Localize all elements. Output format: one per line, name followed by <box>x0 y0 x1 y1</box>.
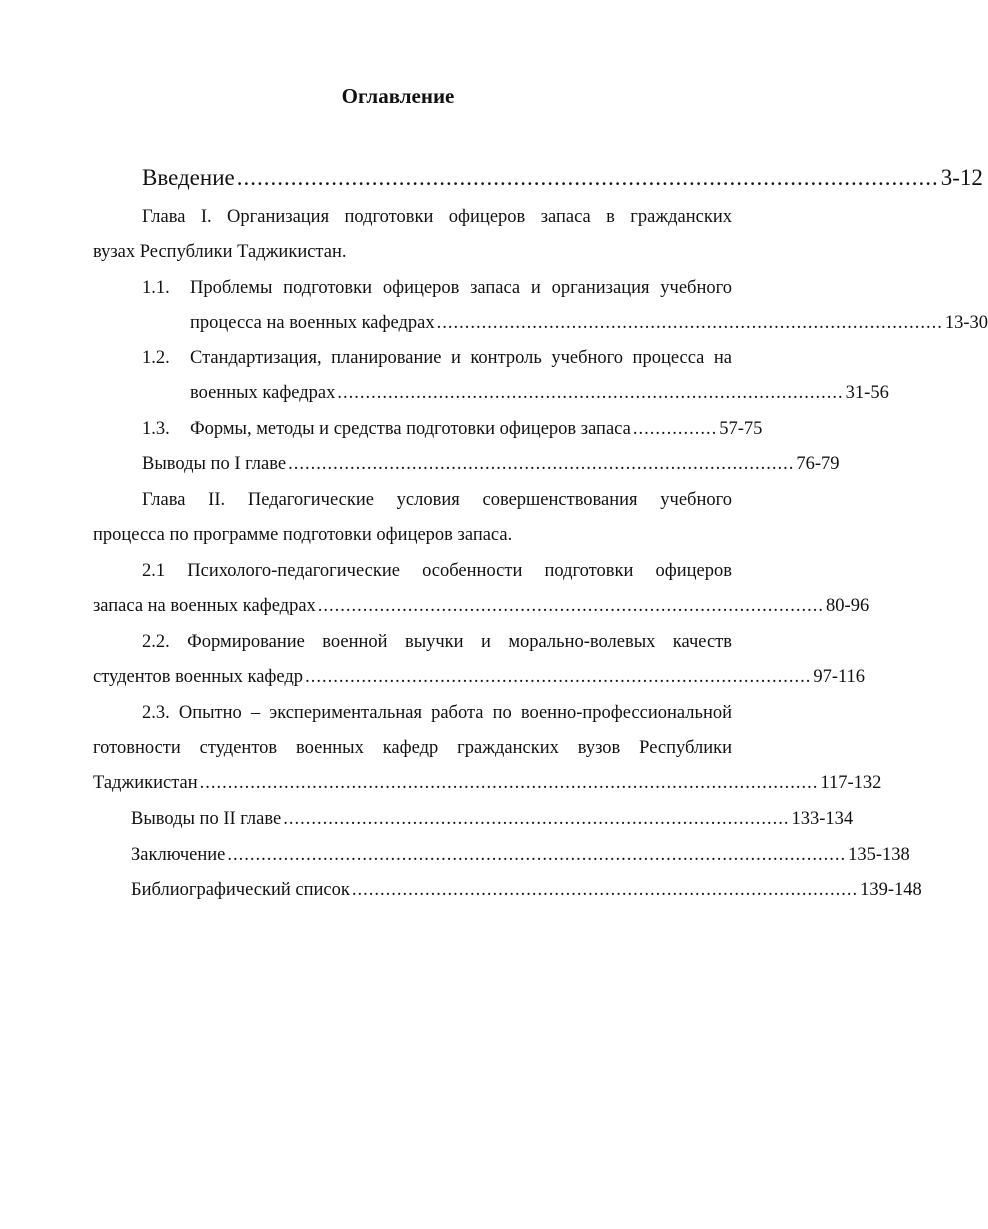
leader-dots: .......................................................................................... <box>317 596 825 616</box>
toc-label: военных кафедрах <box>190 383 336 403</box>
leader-dots: .......................................................................................... <box>288 454 795 474</box>
toc-label: Выводы по I главе <box>142 454 287 474</box>
toc-pages: 97-116 <box>813 667 866 687</box>
chapter2-heading-line2: процесса по программе подготовки офицеров запаса. <box>93 525 513 545</box>
section-2-2-line1: 2.2. Формирование военной выучки и морально-волевых качеств <box>142 632 732 652</box>
toc-entry-bibliography <box>131 878 922 902</box>
toc-entry-1-1 <box>190 311 988 335</box>
toc-pages: 133-134 <box>791 809 854 829</box>
section-2-3-line2: готовности студентов военных кафедр гражданских вузов Республики <box>93 738 732 758</box>
toc-entry-ch2-conclusions <box>131 807 854 831</box>
toc-pages: 135-138 <box>848 845 910 865</box>
toc-entry-conclusion <box>131 843 910 867</box>
chapter2-heading-line1: Глава II. Педагогические условия совершенствования учебного <box>142 490 732 510</box>
toc-label: Формы, методы и средства подготовки офицеров запаса <box>190 419 631 439</box>
chapter1-heading-line2: вузах Республики Таджикистан. <box>93 242 347 262</box>
leader-dots: .............................................................................................................. <box>227 845 847 865</box>
section-number: 1.2. <box>142 348 170 368</box>
page-title: Оглавление <box>341 84 455 108</box>
section-number: 1.3. <box>142 419 170 439</box>
toc-pages: 139-148 <box>860 880 922 900</box>
toc-pages: 80-96 <box>826 596 870 616</box>
section-number: 1.1. <box>142 278 170 298</box>
toc-label: Введение <box>142 165 235 190</box>
leader-dots: .............................................................................................................. <box>199 773 819 793</box>
toc-entry-ch1-conclusions <box>142 452 840 476</box>
toc-label: студентов военных кафедр <box>93 667 304 687</box>
leader-dots: .......................................................................................... <box>305 667 812 687</box>
toc-entry-1-2 <box>190 381 889 405</box>
toc-label: Заключение <box>131 845 226 865</box>
toc-entry-2-2 <box>93 665 866 689</box>
toc-label: запаса на военных кафедрах <box>93 596 316 616</box>
toc-pages: 31-56 <box>845 383 889 403</box>
toc-label: Библиографический список <box>131 880 350 900</box>
leader-dots: .......................................................................................... <box>351 880 859 900</box>
toc-entry-2-3 <box>93 771 882 795</box>
toc-pages: 117-132 <box>820 773 882 793</box>
toc-entry-1-3 <box>190 417 763 441</box>
leader-dots: ............... <box>632 419 718 439</box>
toc-pages: 76-79 <box>796 454 840 474</box>
toc-entry-2-1 <box>93 594 870 618</box>
toc-pages: 13-30 <box>944 313 988 333</box>
leader-dots: .......................................................................................... <box>436 313 943 333</box>
section-2-1-line1: 2.1 Психолого-педагогические особенности подготовки офицеров <box>142 561 732 581</box>
toc-label: Таджикистан <box>93 773 198 793</box>
leader-dots: .......................................................................................... <box>337 383 844 403</box>
chapter1-heading-line1: Глава I. Организация подготовки офицеров запаса в гражданских <box>142 207 732 227</box>
section-1-1-line1: Проблемы подготовки офицеров запаса и организация учебного <box>190 278 732 298</box>
leader-dots: .......................................................................................... <box>283 809 790 829</box>
leader-dots: ........................................................................................................ <box>236 165 939 190</box>
section-2-3-line1: 2.3. Опытно – экспериментальная работа по военно-профессиональной <box>142 703 732 723</box>
section-1-2-line1: Стандартизация, планирование и контроль учебного процесса на <box>190 348 732 368</box>
toc-label: Выводы по II главе <box>131 809 282 829</box>
toc-pages: 3-12 <box>940 165 983 190</box>
toc-entry-intro <box>142 163 983 193</box>
toc-label: процесса на военных кафедрах <box>190 313 435 333</box>
toc-pages: 57-75 <box>719 419 763 439</box>
